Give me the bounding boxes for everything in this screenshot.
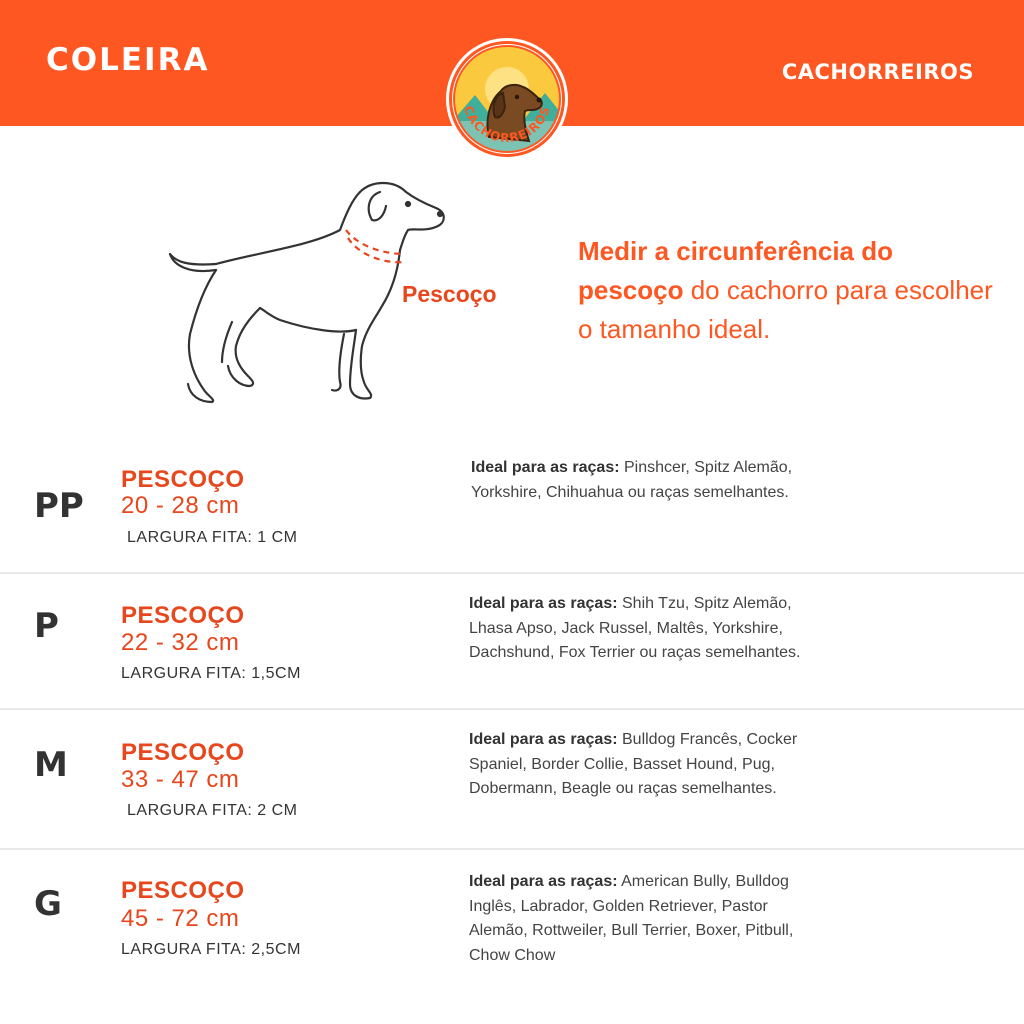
breeds-list: Pinshcer, Spitz Alemão, Yorkshire, Chihuahua ou raças semelhantes. bbox=[471, 459, 793, 501]
neck-title: PESCOÇO bbox=[121, 466, 245, 493]
size-code-m: M bbox=[34, 745, 68, 785]
neck-range: 20 - 28 cm bbox=[121, 492, 240, 519]
neck-range: 22 - 32 cm bbox=[121, 629, 240, 656]
measure-instruction bbox=[578, 232, 998, 349]
neck-title: PESCOÇO bbox=[121, 739, 245, 766]
tape-width: LARGURA FITA: 2,5CM bbox=[121, 941, 301, 958]
brand-logo-icon bbox=[445, 37, 569, 161]
instruction-rest: do cachorro para escolher o tamanho ideal. bbox=[578, 275, 993, 344]
breeds-list: Bulldog Francês, Cocker Spaniel, Border Collie, Basset Hound, Pug, Dobermann, Beagle ou raças semelhantes. bbox=[469, 731, 798, 797]
neck-range: 45 - 72 cm bbox=[121, 905, 240, 932]
neck-label: Pescoço bbox=[402, 281, 497, 307]
neck-title: PESCOÇO bbox=[121, 602, 245, 629]
row-divider bbox=[0, 708, 1024, 710]
logo-text: CACHORREIROS bbox=[460, 104, 554, 146]
neck-range: 33 - 47 cm bbox=[121, 766, 240, 793]
breeds-label: Ideal para as raças: bbox=[469, 595, 618, 612]
neck-title: PESCOÇO bbox=[121, 877, 245, 904]
row-divider bbox=[0, 572, 1024, 574]
breeds-label: Ideal para as raças: bbox=[471, 459, 620, 476]
tape-width: LARGURA FITA: 1,5CM bbox=[121, 665, 301, 682]
page-title: COLEIRA bbox=[46, 42, 210, 78]
breeds-text bbox=[471, 456, 811, 505]
size-code-g: G bbox=[34, 884, 62, 924]
tape-width: LARGURA FITA: 1 CM bbox=[127, 529, 298, 546]
breeds-text bbox=[469, 592, 809, 666]
breeds-text bbox=[469, 728, 809, 802]
size-code-p: P bbox=[34, 606, 59, 646]
row-divider bbox=[0, 848, 1024, 850]
size-code-pp: PP bbox=[34, 486, 84, 526]
breeds-label: Ideal para as raças: bbox=[469, 731, 618, 748]
brand-name: CACHORREIROS bbox=[781, 60, 974, 84]
breeds-list: American Bully, Bulldog Inglês, Labrador, Golden Retriever, Pastor Alemão, Rottweiler, Bull Terrier, Boxer, Pitbull, Chow Chow bbox=[469, 873, 794, 964]
breeds-label: Ideal para as raças: bbox=[469, 873, 618, 890]
instruction-highlight: Medir a circunferência do pescoço bbox=[578, 236, 893, 305]
breeds-list: Shih Tzu, Spitz Alemão, Lhasa Apso, Jack Russel, Maltês, Yorkshire, Dachshund, Fox Terrier ou raças semelhantes. bbox=[469, 595, 801, 661]
breeds-text bbox=[469, 870, 809, 968]
tape-width: LARGURA FITA: 2 CM bbox=[127, 802, 298, 819]
